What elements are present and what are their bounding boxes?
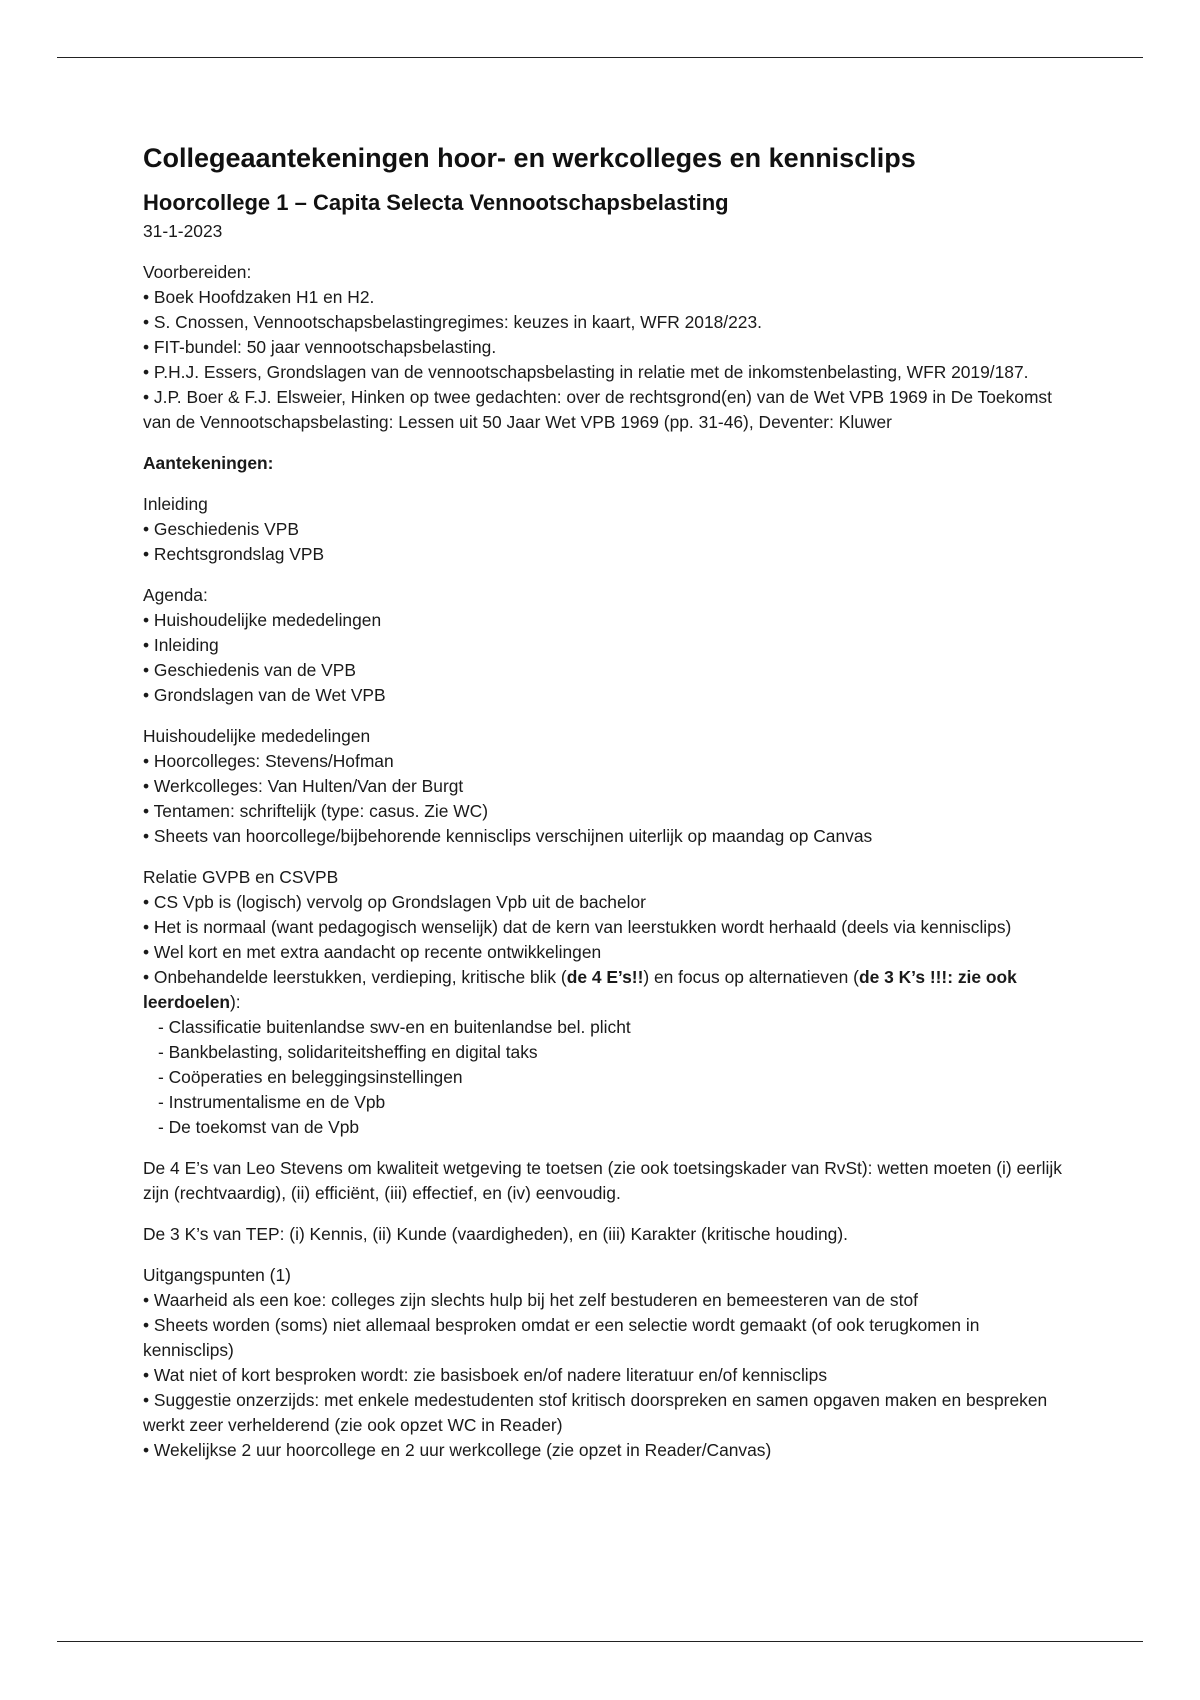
- list-item: • Waarheid als een koe: colleges zijn slechts hulp bij het zelf bestuderen en bemeesteren van de stof: [143, 1290, 918, 1310]
- three-k-paragraph: De 3 K’s van TEP: (i) Kennis, (ii) Kunde (vaardigheden), en (iii) Karakter (kritische houding).: [143, 1224, 848, 1244]
- bold-run: de 4 E’s!!: [566, 967, 644, 987]
- relation-section: [143, 865, 1073, 1140]
- list-item: • Rechtsgrondslag VPB: [143, 544, 325, 564]
- list-item: • Wat niet of kort besproken wordt: zie basisboek en/of nadere literatuur en/of kennisclips: [143, 1365, 828, 1385]
- list-item: • CS Vpb is (logisch) vervolg op Grondslagen Vpb uit de bachelor: [143, 892, 646, 912]
- sub-list-item: - Instrumentalisme en de Vpb: [158, 1092, 386, 1112]
- sub-list-item: - Coöperaties en beleggingsinstellingen: [158, 1067, 463, 1087]
- introduction-heading: Inleiding: [143, 494, 208, 514]
- top-rule: [57, 57, 1143, 58]
- announcements-section: [143, 724, 1073, 849]
- list-item: • FIT-bundel: 50 jaar vennootschapsbelasting.: [143, 337, 497, 357]
- notes-heading: Aantekeningen:: [143, 453, 274, 473]
- list-item: • Werkcolleges: Van Hulten/Van der Burgt: [143, 776, 464, 796]
- list-item: • Wel kort en met extra aandacht op recente ontwikkelingen: [143, 942, 602, 962]
- list-item: • J.P. Boer & F.J. Elsweier, Hinken op twee gedachten: over de rechtsgrond(en) van de Wet VPB 1969 in De Toekomst van de Vennootschapsbelasting: Lessen uit 50 Jaar Wet VPB 1969 (pp. 31-46), Deventer: Kluwer: [143, 387, 1052, 432]
- list-item: • Sheets worden (soms) niet allemaal besproken omdat er een selectie wordt gemaakt (of ook terugkomen in kennisclips): [143, 1315, 980, 1360]
- preparation-section: [143, 260, 1073, 435]
- text-run: ):: [230, 992, 241, 1012]
- list-item: • Inleiding: [143, 635, 219, 655]
- list-item: • Geschiedenis VPB: [143, 519, 299, 539]
- list-item: • Tentamen: schriftelijk (type: casus. Zie WC): [143, 801, 488, 821]
- list-item: • Het is normaal (want pedagogisch wenselijk) dat de kern van leerstukken wordt herhaald (deels via kennisclips): [143, 917, 1012, 937]
- text-run: ) en focus op alternatieven (: [643, 967, 859, 987]
- document-title: Collegeaantekeningen hoor- en werkcolleges en kennisclips: [143, 143, 916, 173]
- sub-list-item: - Bankbelasting, solidariteitsheffing en digital taks: [158, 1042, 538, 1062]
- list-item: • S. Cnossen, Vennootschapsbelastingregimes: keuzes in kaart, WFR 2018/223.: [143, 312, 762, 332]
- announcements-heading: Huishoudelijke mededelingen: [143, 726, 371, 746]
- list-item: • Grondslagen van de Wet VPB: [143, 685, 386, 705]
- text-run: • Onbehandelde leerstukken, verdieping, kritische blik (: [143, 967, 567, 987]
- list-item-mixed: [143, 965, 1073, 1015]
- bottom-rule: [57, 1641, 1143, 1642]
- document-body: [143, 140, 1073, 1463]
- list-item: • Geschiedenis van de VPB: [143, 660, 356, 680]
- four-e-paragraph: De 4 E’s van Leo Stevens om kwaliteit wetgeving te toetsen (zie ook toetsingskader van RvSt): wetten moeten (i) eerlijk zijn (rechtvaardig), (ii) efficiënt, (iii) effectief, en (iv) eenvoudig.: [143, 1158, 1062, 1203]
- list-item: • P.H.J. Essers, Grondslagen van de vennootschapsbelasting in relatie met de inkomstenbelasting, WFR 2019/187.: [143, 362, 1029, 382]
- agenda-heading: Agenda:: [143, 585, 208, 605]
- principles-heading: Uitgangspunten (1): [143, 1265, 291, 1285]
- list-item: • Boek Hoofdzaken H1 en H2.: [143, 287, 375, 307]
- preparation-heading: Voorbereiden:: [143, 262, 252, 282]
- principles-section: [143, 1263, 1073, 1463]
- list-item: • Wekelijkse 2 uur hoorcollege en 2 uur werkcollege (zie opzet in Reader/Canvas): [143, 1440, 772, 1460]
- list-item: • Hoorcolleges: Stevens/Hofman: [143, 751, 394, 771]
- lecture-date: 31-1-2023: [143, 221, 223, 241]
- list-item: • Suggestie onzerzijds: met enkele medestudenten stof kritisch doorspreken en samen opgaven maken en bespreken werkt zeer verhelderend (zie ook opzet WC in Reader): [143, 1390, 1048, 1435]
- relation-heading: Relatie GVPB en CSVPB: [143, 867, 339, 887]
- list-item: • Sheets van hoorcollege/bijbehorende kennisclips verschijnen uiterlijk op maandag op Canvas: [143, 826, 873, 846]
- introduction-section: [143, 492, 1073, 567]
- lecture-title: Hoorcollege 1 – Capita Selecta Vennootschapsbelasting: [143, 190, 729, 215]
- sub-list-item: - Classificatie buitenlandse swv-en en buitenlandse bel. plicht: [158, 1017, 631, 1037]
- agenda-section: [143, 583, 1073, 708]
- sub-list-item: - De toekomst van de Vpb: [158, 1117, 360, 1137]
- bold-run: de 3 K’s !!!: zie ook leerdoelen: [143, 967, 1017, 1012]
- list-item: • Huishoudelijke mededelingen: [143, 610, 382, 630]
